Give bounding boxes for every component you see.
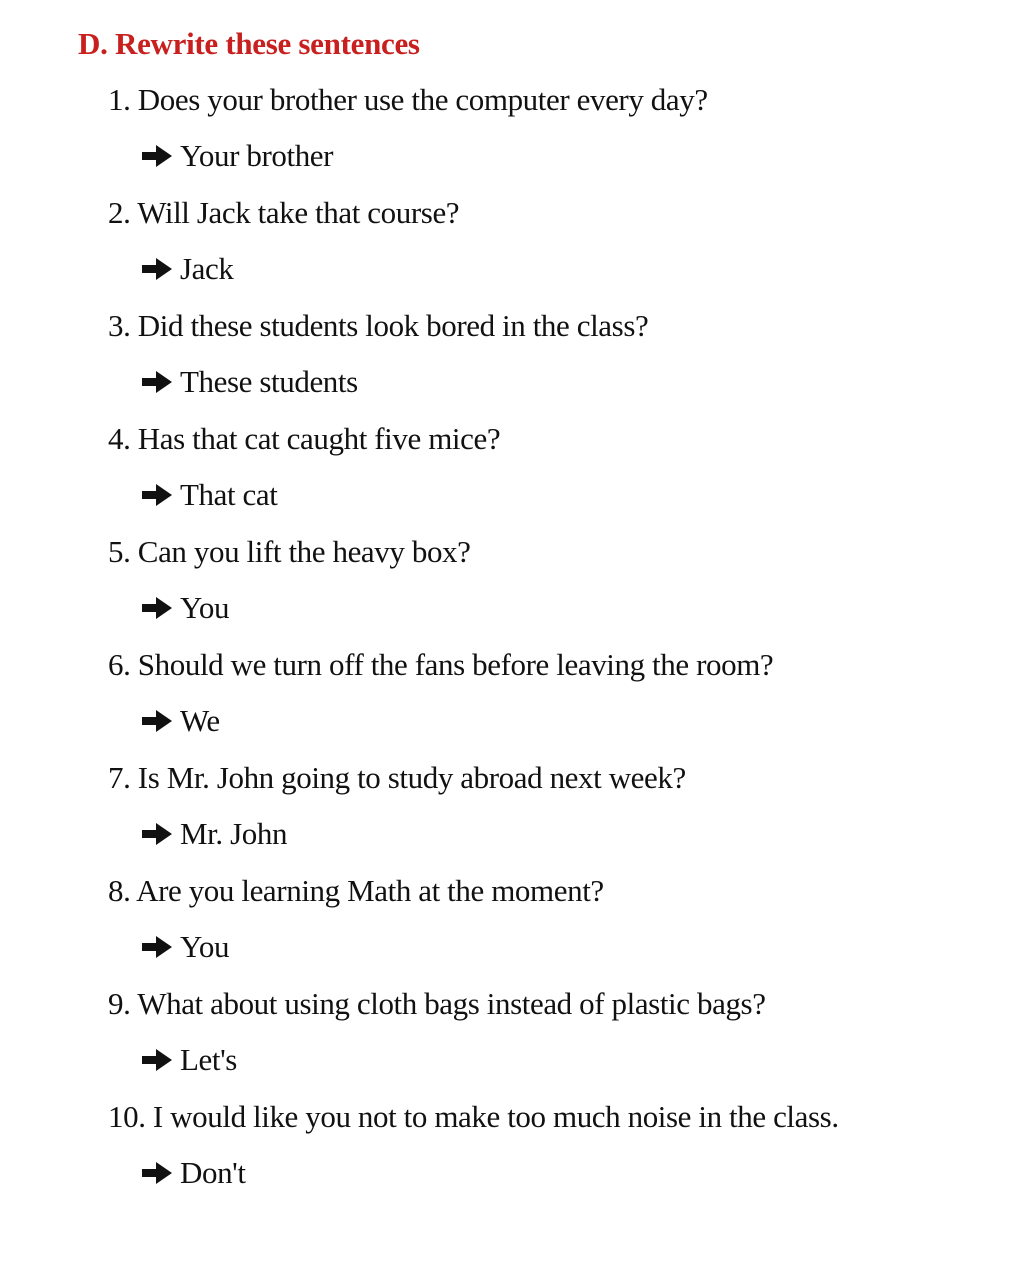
question-text: 8. Are you learning Math at the moment? [108, 873, 604, 908]
exercise-item [108, 1097, 1008, 1211]
right-arrow-icon [140, 708, 174, 734]
question-text: 2. Will Jack take that course? [108, 195, 460, 230]
answer-start-text: We [180, 703, 220, 738]
exercise-item [108, 80, 1008, 194]
answer-start-text: Let's [180, 1042, 237, 1077]
answer-line [140, 814, 287, 854]
answer-line [140, 1040, 237, 1080]
question-text: 4. Has that cat caught five mice? [108, 421, 501, 456]
exercise-item [108, 871, 1008, 985]
question-text: 6. Should we turn off the fans before leaving the room? [108, 647, 774, 682]
exercise-item [108, 306, 1008, 420]
question-text: 5. Can you lift the heavy box? [108, 534, 471, 569]
right-arrow-icon [140, 482, 174, 508]
answer-start-text: Your brother [180, 138, 334, 173]
right-arrow-icon [140, 934, 174, 960]
right-arrow-icon [140, 369, 174, 395]
answer-line [140, 362, 358, 402]
question-text: 1. Does your brother use the computer every day? [108, 82, 708, 117]
answer-start-text: These students [180, 364, 358, 399]
question-text: 9. What about using cloth bags instead of plastic bags? [108, 986, 766, 1021]
exercise-item [108, 193, 1008, 307]
answer-start-text: You [180, 929, 230, 964]
answer-line [140, 701, 220, 741]
right-arrow-icon [140, 143, 174, 169]
answer-line [140, 249, 233, 289]
section-heading: D. Rewrite these sentences [78, 26, 420, 61]
answer-line [140, 475, 278, 515]
answer-start-text: Don't [180, 1155, 246, 1190]
right-arrow-icon [140, 1160, 174, 1186]
answer-line [140, 588, 229, 628]
question-text: 10. I would like you not to make too much noise in the class. [108, 1099, 839, 1134]
answer-start-text: That cat [180, 477, 278, 512]
exercise-item [108, 984, 1008, 1098]
exercise-item [108, 532, 1008, 646]
exercise-item [108, 419, 1008, 533]
exercise-item [108, 758, 1008, 872]
answer-start-text: Jack [180, 251, 234, 286]
right-arrow-icon [140, 821, 174, 847]
right-arrow-icon [140, 1047, 174, 1073]
answer-line [140, 1153, 246, 1193]
answer-start-text: Mr. John [180, 816, 288, 851]
question-text: 7. Is Mr. John going to study abroad next week? [108, 760, 686, 795]
right-arrow-icon [140, 256, 174, 282]
right-arrow-icon [140, 595, 174, 621]
answer-line [140, 927, 229, 967]
answer-line [140, 136, 333, 176]
exercise-item [108, 645, 1008, 759]
question-text: 3. Did these students look bored in the class? [108, 308, 649, 343]
answer-start-text: You [180, 590, 230, 625]
